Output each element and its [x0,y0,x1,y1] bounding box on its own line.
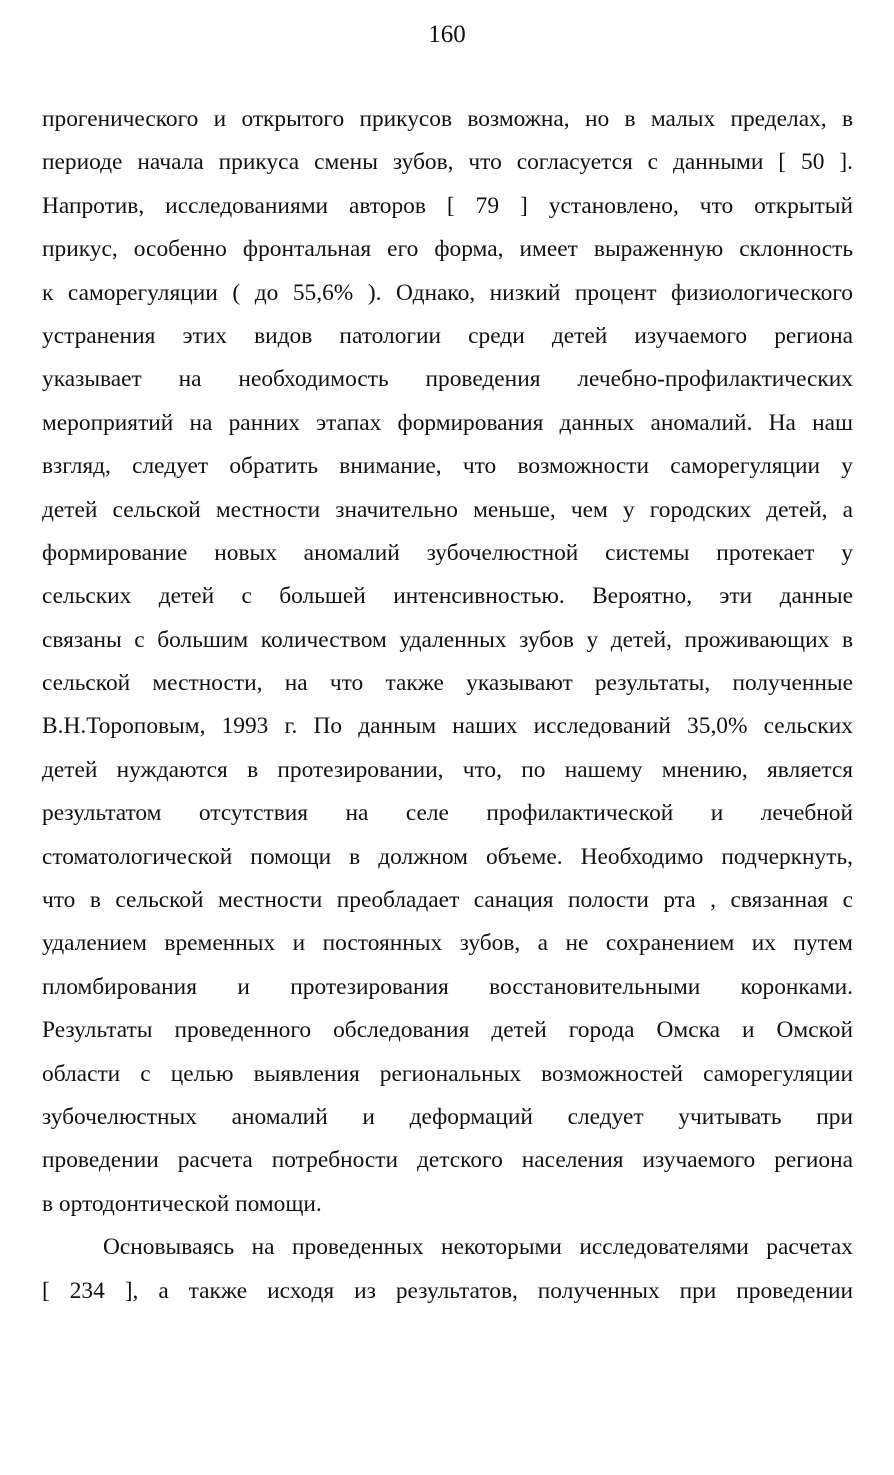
text-line: устранения этих видов патологии среди детей изучаемого региона [42,322,853,349]
body-text [42,98,853,1313]
text-line: зубочелюстных аномалий и деформаций следует учитывать при [42,1103,853,1130]
paragraph-1 [42,98,853,1226]
page-number: 160 [428,21,466,48]
paragraph-2 [42,1226,853,1313]
text-line: к саморегуляции ( до 55,6% ). Однако, низкий процент физиологического [42,279,853,306]
text-line: прикус, особенно фронтальная его форма, имеет выраженную склонность [42,236,853,263]
text-line: Напротив, исследованиями авторов [ 79 ] установлено, что открытый [42,192,853,219]
text-line: детей нуждаются в протезировании, что, по нашему мнению, является [42,756,853,783]
text-line: стоматологической помощи в должном объеме. Необходимо подчеркнуть, [42,843,853,870]
text-line: мероприятий на ранних этапах формирования данных аномалий. На наш [42,409,853,436]
text-line: детей сельской местности значительно меньше, чем у городских детей, а [42,496,853,523]
text-line: Результаты проведенного обследования детей города Омска и Омской [42,1017,853,1044]
text-line: связаны с большим количеством удаленных зубов у детей, проживающих в [42,626,853,653]
text-line: области с целью выявления региональных возможностей саморегуляции [42,1060,853,1087]
text-line: сельской местности, на что также указывают результаты, полученные [42,670,853,697]
text-line: указывает на необходимость проведения лечебно-профилактических [42,366,853,393]
text-line: удалением временных и постоянных зубов, а не сохранением их путем [42,930,853,957]
text-line: пломбирования и протезирования восстановительными коронками. [42,973,853,1000]
text-line-last: в ортодонтической помощи. [42,1190,322,1217]
text-line: проведении расчета потребности детского населения изучаемого региона [42,1147,853,1174]
text-line: формирование новых аномалий зубочелюстной системы протекает у [42,539,853,566]
text-line: прогенического и открытого прикусов возможна, но в малых пределах, в [42,106,853,132]
text-line: взгляд, следует обратить внимание, что возможности саморегуляции у [42,453,853,480]
text-line: В.Н.Тороповым, 1993 г. По данным наших исследований 35,0% сельских [42,713,853,740]
text-line: [ 234 ], а также исходя из результатов, полученных при проведении [42,1277,853,1304]
text-line: сельских детей с большей интенсивностью. Вероятно, эти данные [42,583,853,610]
text-line: результатом отсутствия на селе профилактической и лечебной [42,800,853,827]
text-line: периоде начала прикуса смены зубов, что согласуется с данными [ 50 ]. [42,149,853,176]
text-line-indented: Основываясь на проведенных некоторыми исследователями расчетах [103,1234,853,1261]
text-line: что в сельской местности преобладает санация полости рта , связанная с [42,887,853,914]
